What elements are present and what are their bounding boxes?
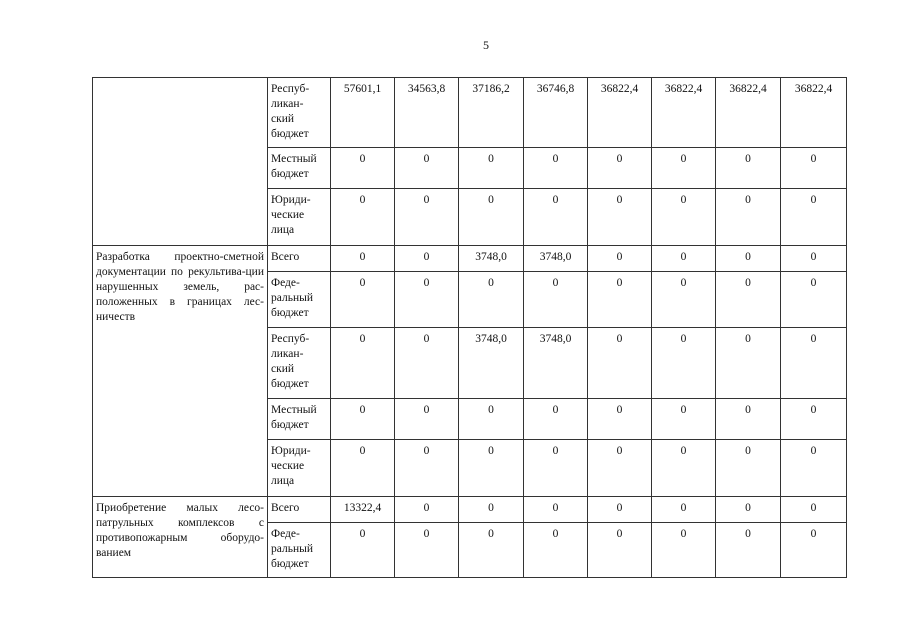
value-cell: 0 [331, 272, 395, 328]
value-cell: 0 [395, 148, 459, 189]
value-cell: 0 [652, 272, 716, 328]
value-cell: 36822,4 [652, 78, 716, 148]
funding-source: Респуб- ликан- ский бюджет [268, 328, 331, 399]
funding-source: Местный бюджет [268, 148, 331, 189]
value-cell: 0 [652, 399, 716, 440]
funding-source: Всего [268, 246, 331, 272]
activity-name [93, 78, 268, 246]
value-cell: 0 [395, 523, 459, 578]
funding-source: Юриди- ческие лица [268, 440, 331, 497]
value-cell: 0 [652, 440, 716, 497]
value-cell: 0 [588, 440, 652, 497]
value-cell: 0 [395, 399, 459, 440]
value-cell: 0 [395, 497, 459, 523]
value-cell: 0 [716, 523, 781, 578]
value-cell: 36822,4 [716, 78, 781, 148]
value-cell: 0 [459, 440, 524, 497]
value-cell: 0 [781, 189, 847, 246]
budget-table-body [93, 78, 847, 578]
value-cell: 0 [716, 148, 781, 189]
value-cell: 0 [459, 148, 524, 189]
value-cell: 0 [331, 328, 395, 399]
value-cell: 0 [588, 189, 652, 246]
funding-source: Местный бюджет [268, 399, 331, 440]
table-row [93, 246, 847, 272]
value-cell: 0 [395, 440, 459, 497]
value-cell: 0 [588, 399, 652, 440]
value-cell: 0 [524, 399, 588, 440]
value-cell: 0 [781, 523, 847, 578]
value-cell: 0 [331, 148, 395, 189]
value-cell: 0 [716, 189, 781, 246]
value-cell: 0 [459, 272, 524, 328]
value-cell: 0 [331, 399, 395, 440]
value-cell: 0 [524, 497, 588, 523]
value-cell: 0 [459, 523, 524, 578]
value-cell: 0 [652, 328, 716, 399]
value-cell: 0 [716, 328, 781, 399]
value-cell: 3748,0 [524, 246, 588, 272]
value-cell: 0 [331, 440, 395, 497]
value-cell: 3748,0 [459, 328, 524, 399]
value-cell: 0 [716, 399, 781, 440]
value-cell: 3748,0 [524, 328, 588, 399]
value-cell: 0 [652, 497, 716, 523]
funding-source: Юриди- ческие лица [268, 189, 331, 246]
value-cell: 0 [781, 246, 847, 272]
value-cell: 0 [716, 440, 781, 497]
funding-source: Феде- ральный бюджет [268, 523, 331, 578]
value-cell: 0 [588, 246, 652, 272]
value-cell: 0 [395, 246, 459, 272]
value-cell: 0 [395, 328, 459, 399]
value-cell: 57601,1 [331, 78, 395, 148]
value-cell: 0 [781, 328, 847, 399]
value-cell: 0 [459, 189, 524, 246]
value-cell: 0 [781, 440, 847, 497]
value-cell: 0 [395, 189, 459, 246]
value-cell: 0 [781, 497, 847, 523]
value-cell: 34563,8 [395, 78, 459, 148]
value-cell: 0 [781, 148, 847, 189]
value-cell: 37186,2 [459, 78, 524, 148]
value-cell: 0 [524, 148, 588, 189]
value-cell: 0 [652, 189, 716, 246]
funding-source: Всего [268, 497, 331, 523]
table-row [93, 78, 847, 148]
value-cell: 0 [331, 246, 395, 272]
value-cell: 0 [781, 272, 847, 328]
value-cell: 3748,0 [459, 246, 524, 272]
value-cell: 0 [652, 246, 716, 272]
table-row [93, 497, 847, 523]
value-cell: 0 [588, 148, 652, 189]
value-cell: 36822,4 [781, 78, 847, 148]
value-cell: 0 [716, 497, 781, 523]
value-cell: 0 [331, 523, 395, 578]
value-cell: 0 [395, 272, 459, 328]
value-cell: 36822,4 [588, 78, 652, 148]
value-cell: 0 [524, 272, 588, 328]
page-number: 5 [483, 38, 489, 52]
value-cell: 0 [588, 497, 652, 523]
funding-source: Респуб- ликан- ский бюджет [268, 78, 331, 148]
value-cell: 0 [716, 272, 781, 328]
value-cell: 0 [588, 328, 652, 399]
value-cell: 0 [588, 272, 652, 328]
value-cell: 0 [588, 523, 652, 578]
value-cell: 0 [459, 399, 524, 440]
value-cell: 36746,8 [524, 78, 588, 148]
budget-table [92, 77, 847, 578]
activity-name: Приобретение малых лесо-патрульных комплексов с противопожарным оборудо-ванием [93, 497, 268, 578]
value-cell: 0 [652, 148, 716, 189]
value-cell: 0 [781, 399, 847, 440]
value-cell: 0 [524, 523, 588, 578]
activity-name: Разработка проектно-сметной документации по рекультива-ции нарушенных земель, рас-положенных в границах лес-ничеств [93, 246, 268, 497]
value-cell: 13322,4 [331, 497, 395, 523]
value-cell: 0 [331, 189, 395, 246]
value-cell: 0 [524, 189, 588, 246]
funding-source: Феде- ральный бюджет [268, 272, 331, 328]
value-cell: 0 [524, 440, 588, 497]
value-cell: 0 [459, 497, 524, 523]
value-cell: 0 [716, 246, 781, 272]
value-cell: 0 [652, 523, 716, 578]
